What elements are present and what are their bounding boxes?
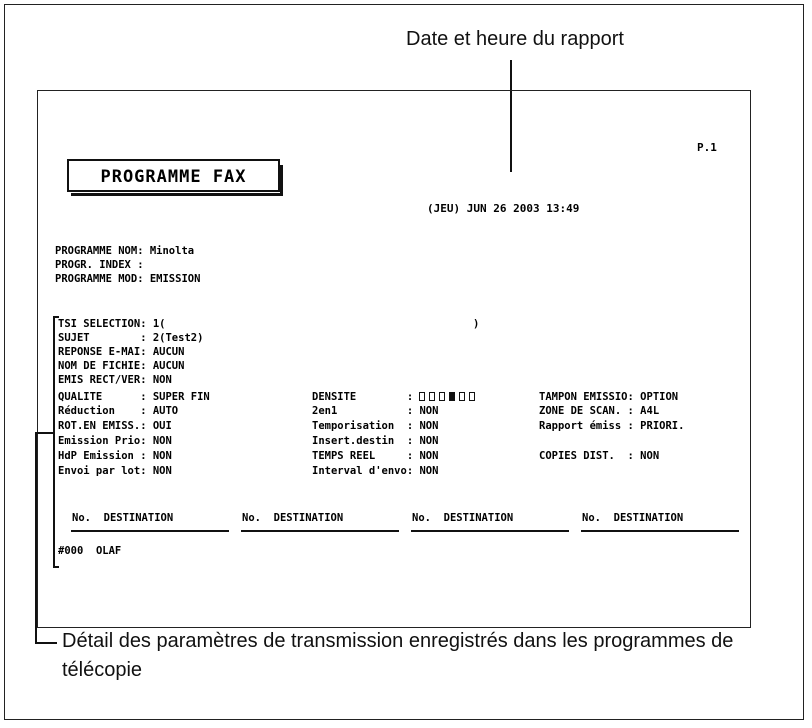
header-field-label: PROGRAMME NOM bbox=[55, 245, 138, 257]
setting-label: SUJET bbox=[58, 332, 141, 344]
density-step bbox=[429, 392, 435, 401]
destination-entry bbox=[58, 545, 121, 557]
setting-row: Emission Prio: NON bbox=[58, 435, 172, 447]
dest-header-no: No. bbox=[582, 512, 601, 524]
page-number: P.1 bbox=[697, 141, 717, 154]
tsi-label: TSI SELECTION bbox=[58, 318, 141, 330]
header-field-value: EMISSION bbox=[149, 273, 201, 285]
setting-value: OPTION bbox=[640, 391, 679, 403]
callout-transmission-details: Détail des paramètres de transmission enregistrés dans les programmes de télécopie bbox=[62, 630, 734, 681]
tsi-value: 1( bbox=[152, 318, 166, 330]
setting-value: NON bbox=[152, 374, 172, 386]
setting-label: HdP Emission bbox=[58, 450, 141, 462]
setting-label: ZONE DE SCAN. bbox=[539, 405, 628, 417]
setting-row: SUJET : 2(Test2) bbox=[58, 332, 204, 344]
dest-header-label: DESTINATION bbox=[103, 512, 174, 524]
setting-label: QUALITE bbox=[58, 391, 141, 403]
setting-label: Réduction bbox=[58, 405, 141, 417]
density-step bbox=[469, 392, 475, 401]
report-title-box bbox=[67, 159, 280, 192]
header-field-label: PROGR. INDEX bbox=[55, 259, 138, 271]
dest-header bbox=[582, 512, 683, 524]
density-step-selected bbox=[449, 392, 455, 401]
setting-value: OUI bbox=[152, 420, 172, 432]
dest-header-label: DESTINATION bbox=[443, 512, 514, 524]
callout-report-datetime: Date et heure du rapport bbox=[406, 28, 624, 50]
title-box-shadow bbox=[280, 165, 283, 195]
setting-value: AUTO bbox=[152, 405, 179, 417]
setting-row: ZONE DE SCAN. : A4L bbox=[539, 405, 660, 417]
setting-row: REPONSE E-MAI: AUCUN bbox=[58, 346, 185, 358]
setting-value: NON bbox=[419, 450, 439, 462]
density-indicator bbox=[419, 391, 479, 403]
setting-row: Insert.destin : NON bbox=[312, 435, 439, 447]
setting-value: NON bbox=[419, 405, 439, 417]
tsi-close: ) bbox=[473, 318, 480, 330]
setting-value: NON bbox=[419, 420, 439, 432]
setting-row: Envoi par lot: NON bbox=[58, 465, 172, 477]
setting-label: COPIES DIST. bbox=[539, 450, 628, 462]
setting-label: REPONSE E-MAI bbox=[58, 346, 141, 358]
setting-value: NON bbox=[640, 450, 660, 462]
details-bracket-bottom bbox=[53, 566, 59, 568]
header-field-value: Minolta bbox=[149, 245, 195, 257]
dest-header-rule bbox=[71, 530, 229, 532]
setting-label: EMIS RECT/VER bbox=[58, 374, 141, 386]
setting-label: Envoi par lot bbox=[58, 465, 141, 477]
setting-label: Rapport émiss bbox=[539, 420, 628, 432]
setting-value: A4L bbox=[640, 405, 660, 417]
report-title: PROGRAMME FAX bbox=[100, 167, 247, 187]
setting-value: 2(Test2) bbox=[152, 332, 204, 344]
dest-header-rule bbox=[241, 530, 399, 532]
setting-row: TAMPON EMISSIO: OPTION bbox=[539, 391, 679, 403]
callout-details-leader-end bbox=[35, 642, 57, 644]
details-bracket bbox=[53, 316, 55, 567]
report-datetime: (JEU) JUN 26 2003 13:49 bbox=[427, 202, 580, 215]
setting-label: Temporisation bbox=[312, 420, 407, 432]
setting-row: QUALITE : SUPER FIN bbox=[58, 391, 210, 403]
setting-label: 2en1 bbox=[312, 405, 407, 417]
setting-row: EMIS RECT/VER: NON bbox=[58, 374, 172, 386]
dest-header-no: No. bbox=[412, 512, 431, 524]
destination-name: OLAF bbox=[95, 545, 122, 557]
header-field: PROGR. INDEX : bbox=[55, 259, 150, 271]
dest-header bbox=[412, 512, 513, 524]
setting-label: Emission Prio bbox=[58, 435, 141, 447]
setting-row: HdP Emission : NON bbox=[58, 450, 172, 462]
setting-value: SUPER FIN bbox=[152, 391, 210, 403]
dest-header bbox=[72, 512, 173, 524]
density-step bbox=[439, 392, 445, 401]
dest-header-rule bbox=[581, 530, 739, 532]
setting-label: TAMPON EMISSIO bbox=[539, 391, 628, 403]
setting-value: NON bbox=[152, 465, 172, 477]
header-field: PROGRAMME MOD: EMISSION bbox=[55, 273, 201, 285]
setting-label: Insert.destin bbox=[312, 435, 407, 447]
setting-label: Interval d'envo bbox=[312, 465, 407, 477]
dest-header-rule bbox=[411, 530, 569, 532]
setting-value: NON bbox=[419, 435, 439, 447]
setting-value: PRIORI. bbox=[640, 420, 685, 432]
dest-header-no: No. bbox=[72, 512, 91, 524]
setting-row: DENSITE : bbox=[312, 391, 479, 403]
header-field-label: PROGRAMME MOD bbox=[55, 273, 138, 285]
setting-value: AUCUN bbox=[152, 360, 185, 372]
setting-row: Rapport émiss : PRIORI. bbox=[539, 420, 685, 432]
dest-header-no: No. bbox=[242, 512, 261, 524]
setting-row: Réduction : AUTO bbox=[58, 405, 179, 417]
setting-label: NOM DE FICHIE bbox=[58, 360, 141, 372]
setting-row: 2en1 : NON bbox=[312, 405, 439, 417]
setting-label: TEMPS REEL bbox=[312, 450, 407, 462]
setting-value: NON bbox=[152, 435, 172, 447]
setting-label: ROT.EN EMISS. bbox=[58, 420, 141, 432]
dest-header bbox=[242, 512, 343, 524]
destination-no: #000 bbox=[58, 545, 84, 557]
setting-value: NON bbox=[152, 450, 172, 462]
setting-value: NON bbox=[419, 465, 439, 477]
callout-details-leader-v bbox=[35, 432, 37, 643]
dest-header-label: DESTINATION bbox=[613, 512, 684, 524]
setting-row: TEMPS REEL : NON bbox=[312, 450, 439, 462]
setting-row: COPIES DIST. : NON bbox=[539, 450, 660, 462]
setting-row: Interval d'envo: NON bbox=[312, 465, 439, 477]
callout-details-leader-h bbox=[35, 432, 54, 434]
setting-row: NOM DE FICHIE: AUCUN bbox=[58, 360, 185, 372]
density-step bbox=[459, 392, 465, 401]
density-step bbox=[419, 392, 425, 401]
dest-header-label: DESTINATION bbox=[273, 512, 344, 524]
setting-row: ROT.EN EMISS.: OUI bbox=[58, 420, 172, 432]
setting-label: DENSITE bbox=[312, 391, 407, 403]
tsi-selection: TSI SELECTION: 1( bbox=[58, 318, 166, 330]
header-field: PROGRAMME NOM: Minolta bbox=[55, 245, 195, 257]
setting-row: Temporisation : NON bbox=[312, 420, 439, 432]
setting-value: AUCUN bbox=[152, 346, 185, 358]
